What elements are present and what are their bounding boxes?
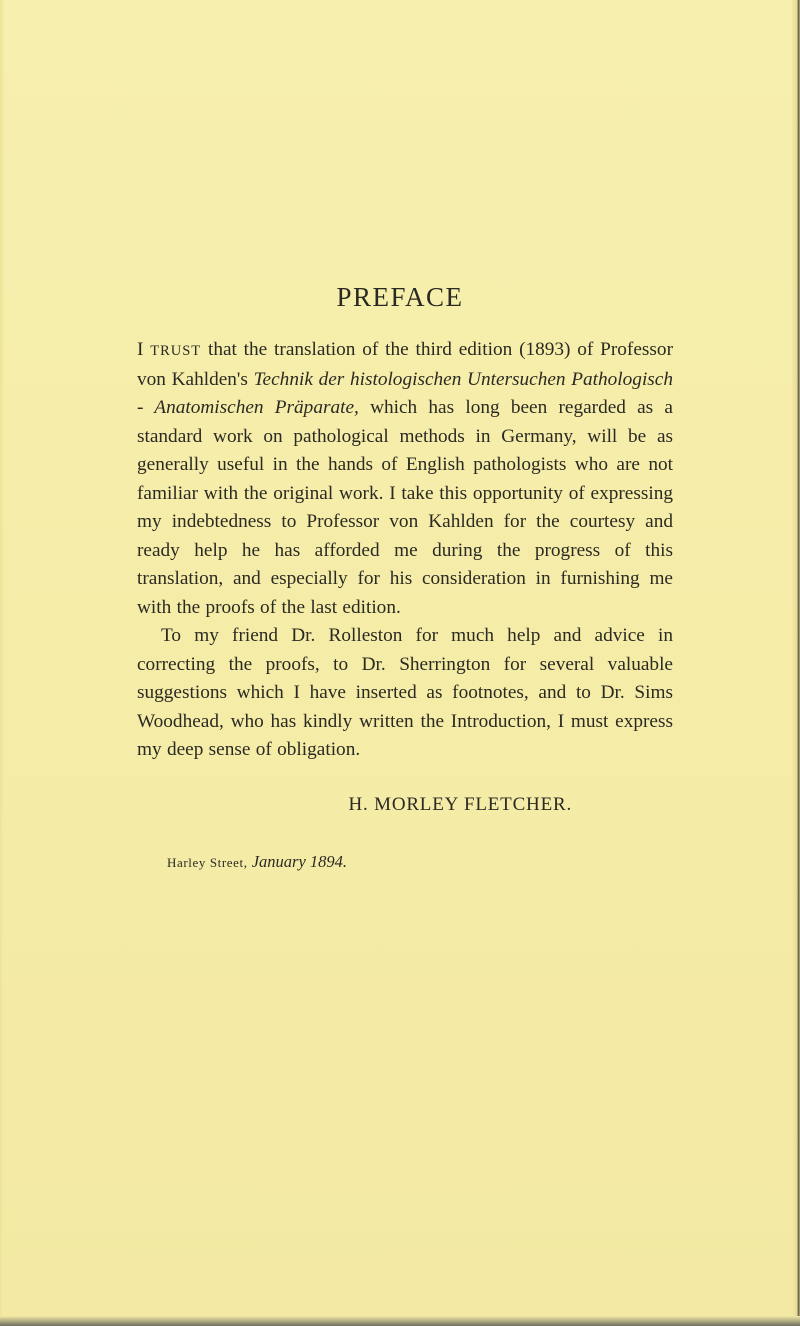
paragraph-1-text-a: that the translation of the third edition (1893) of Professor von Kahlden's <box>137 339 673 390</box>
paragraph-1-text-b: which has long been regarded as a standard work on pathological methods in Germany, will be as generally useful in the hands of English pathologists who are not familiar with the original work. I take this opportunity of expressing my indebtedness to Professor von Kahlden for the courtesy and ready help he has afforded me during the progress of this translation, and especially for his consideration in furnishing me with the proofs of the last edition. <box>137 397 673 618</box>
signature: H. MORLEY FLETCHER. <box>348 794 572 815</box>
page-left-edge <box>0 0 4 1326</box>
paragraph-1 <box>137 336 673 622</box>
work-title: Technik der histologischen Untersuchen Pathologisch - Anatomischen Präparate, <box>137 368 674 418</box>
paragraph-2: To my friend Dr. Rolleston for much help and advice in correcting the proofs, to Dr. Sherrington for several valuable suggestions which I have inserted as footnotes, and to Dr. Sims Woodhead, who has kindly written the Introduction, I must express my deep sense of obligation. <box>137 625 673 760</box>
preface-body <box>137 336 673 765</box>
intro-initial: I <box>137 339 144 360</box>
place-date-line <box>167 852 347 872</box>
date: January 1894. <box>251 852 348 871</box>
intro-smallcaps: TRUST <box>150 343 202 359</box>
page-bottom-edge <box>0 1316 800 1326</box>
page-title: PREFACE <box>336 282 464 312</box>
page-right-edge <box>792 0 800 1326</box>
place: Harley Street, <box>167 855 248 870</box>
